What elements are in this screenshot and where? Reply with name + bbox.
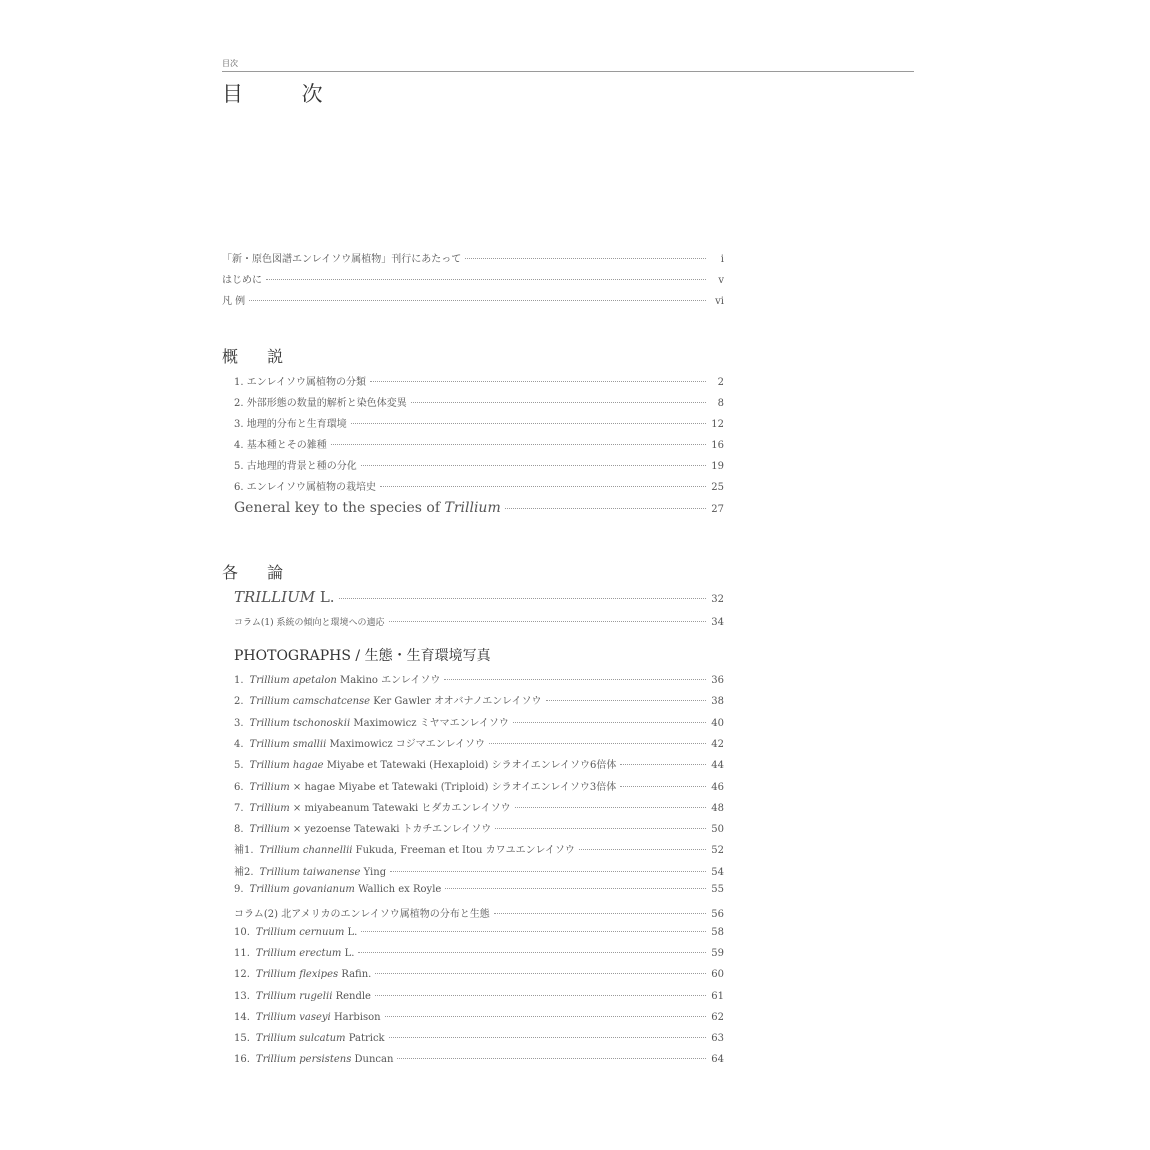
toc-page-number: 8 [717,398,724,409]
species-author: Duncan [351,1054,394,1065]
dot-leader [375,995,706,996]
species-author: L. [344,927,358,938]
toc-entry[interactable] [222,292,724,310]
dot-leader [465,258,706,259]
toc-entry[interactable] [234,457,724,475]
toc-page-number: 62 [711,1012,724,1023]
toc-entry-label: General key to the species of Trillium [234,500,501,516]
toc-entry-species[interactable] [234,778,724,796]
toc-entry-label: 4. 基本種とその雑種 [234,440,327,451]
toc-page-number: 19 [711,461,724,472]
toc-entry-label [234,863,386,878]
species-author: Miyabe et Tatewaki (Hexaploid) シラオイエンレイソウ6倍体 [323,760,617,771]
toc-entry[interactable] [234,394,724,412]
toc-entry-label: 5. 古地理的背景と種の分化 [234,461,357,472]
dot-leader [515,807,706,808]
species-author: Makino エンレイソウ [336,675,441,686]
toc-entry-species[interactable] [234,863,724,881]
species-name: Trillium tschonoskii [249,718,351,729]
toc-entry-label [234,735,485,750]
entry-number: 5. [234,760,244,771]
toc-page-number: 63 [711,1033,724,1044]
toc-page-number: 32 [711,594,724,605]
entry-number: 4. [234,739,244,750]
toc-entry[interactable] [222,250,724,268]
page-title: 目 次 [222,82,349,106]
entry-number: 13. [234,991,250,1002]
toc-entry-label [234,1054,393,1065]
dot-leader [411,402,706,403]
toc-entry-label [234,991,371,1002]
dot-leader [339,598,706,599]
species-name: Trillium [249,803,290,814]
species-author: Ying [360,867,387,878]
toc-entry-general-key[interactable] [234,500,724,522]
species-author: Maximowicz ミヤマエンレイソウ [350,718,509,729]
species-name: Trillium taiwanense [259,867,361,878]
toc-entry-species[interactable] [234,692,724,710]
toc-page-number: 36 [711,675,724,686]
toc-page-number: 34 [711,617,724,628]
toc-entry-label [234,927,357,938]
dot-leader [331,444,706,445]
species-author: × yezoense Tatewaki トカチエンレイソウ [289,824,492,835]
entry-number: 10. [234,927,250,938]
entry-number: 15. [234,1033,250,1044]
running-header: 目次 [222,59,238,68]
entry-number: 3. [234,718,244,729]
toc-entry-label: 1. エンレイソウ属植物の分類 [234,377,366,388]
species-author: L. [341,948,355,959]
toc-entry-label: 2. 外部形態の数量的解析と染色体変異 [234,398,407,409]
toc-entry-label: 凡 例 [222,296,246,307]
species-name: Trillium govanianum [249,884,355,895]
species-name: Trillium persistens [255,1054,352,1065]
toc-page-number: 27 [711,504,724,515]
species-name: Trillium cernuum [255,927,345,938]
entry-number: 14. [234,1012,250,1023]
toc-page-number: 56 [711,909,724,920]
section-heading-overview: 概 説 [222,347,296,366]
toc-entry-species[interactable] [234,841,724,859]
toc-entry[interactable] [234,478,724,496]
species-author: Fukuda, Freeman et Itou カワユエンレイソウ [352,845,575,856]
dot-leader [505,508,706,509]
dot-leader [579,849,706,850]
toc-entry-species[interactable] [234,756,724,774]
section-heading-details: 各 論 [222,563,296,582]
toc-entry-species[interactable] [234,927,724,945]
species-name: Trillium apetalon [249,675,337,686]
toc-entry-species[interactable] [234,1012,724,1030]
toc-entry-label [234,671,440,686]
toc-page-number: v [718,275,724,286]
species-author: Harbison [330,1012,381,1023]
dot-leader [397,1058,706,1059]
toc-entry-label [234,905,490,920]
dot-leader [495,828,706,829]
toc-entry[interactable] [222,271,724,289]
entry-number: 2. [234,696,244,707]
species-name: Trillium erectum [255,948,342,959]
toc-entry-species[interactable] [234,905,724,923]
toc-entry-species[interactable] [234,735,724,753]
toc-page-number: 48 [711,803,724,814]
toc-page-number: 55 [711,884,724,895]
toc-entry-species[interactable] [234,1054,724,1072]
toc-page-number: i [720,254,724,265]
dot-leader [389,621,706,622]
dot-leader [489,743,706,744]
toc-page-number: 25 [711,482,724,493]
toc-page-number: 38 [711,696,724,707]
dot-leader [385,1016,706,1017]
species-author: Maximowicz コジマエンレイソウ [326,739,486,750]
dot-leader [390,871,706,872]
toc-entry-species[interactable] [234,884,724,902]
species-name: Trillium rugelii [255,991,333,1002]
dot-leader [370,381,706,382]
toc-entry-species[interactable] [234,671,724,689]
toc-entry-label [234,714,509,729]
dot-leader [380,486,706,487]
toc-entry-label [234,778,616,793]
toc-page-number: vi [715,296,724,307]
species-name: Trillium sulcatum [255,1033,346,1044]
toc-page-number: 61 [711,991,724,1002]
dot-leader [361,931,706,932]
toc-entry-species[interactable] [234,820,724,838]
toc-page-number: 50 [711,824,724,835]
toc-page-number: 64 [711,1054,724,1065]
toc-entry-column[interactable] [234,615,724,633]
entry-number: 7. [234,803,244,814]
species-author: Rafin. [338,969,372,980]
dot-leader [546,700,706,701]
toc-entry-label [234,1033,385,1044]
toc-entry-label: 6. エンレイソウ属植物の栽培史 [234,482,376,493]
species-author: Rendle [332,991,371,1002]
species-author: コラム(2) 北アメリカのエンレイソウ属植物の分布と生態 [234,909,490,920]
dot-leader [361,465,706,466]
dot-leader [351,423,706,424]
toc-entry[interactable] [234,373,724,391]
species-author: Ker Gawler オオバナノエンレイソウ [370,696,542,707]
dot-leader [358,952,706,953]
dot-leader [375,973,706,974]
toc-entry-label [234,884,441,895]
entry-number: 補1. [234,845,254,856]
toc-entry-label [234,948,354,959]
dot-leader [620,764,706,765]
dot-leader [266,279,706,280]
species-author: Patrick [345,1033,385,1044]
dot-leader [445,888,706,889]
dot-leader [513,722,706,723]
toc-page-number: 60 [711,969,724,980]
toc-entry-label: はじめに [222,275,262,286]
toc-entry-label [234,820,491,835]
toc-entry-label [234,756,616,771]
toc-page-number: 44 [711,760,724,771]
toc-entry-label: 3. 地理的分布と生育環境 [234,419,347,430]
entry-number: 8. [234,824,244,835]
toc-entry-genus[interactable] [234,588,724,612]
dot-leader [620,786,706,787]
toc-page-number: 54 [711,867,724,878]
entry-number: 6. [234,782,244,793]
toc-entry-label: 「新・原色図譜エンレイソウ属植物」刊行にあたって [222,254,462,265]
toc-entry-species[interactable] [234,991,724,1009]
toc-page-number: 46 [711,782,724,793]
species-name: Trillium smallii [249,739,327,750]
photographs-heading: PHOTOGRAPHS / 生態・生育環境写真 [234,648,491,664]
entry-number: 12. [234,969,250,980]
entry-number: 補2. [234,867,254,878]
species-name: Trillium vaseyi [255,1012,331,1023]
toc-entry-label [234,692,542,707]
species-name: Trillium hagae [249,760,324,771]
toc-entry-label: TRILLIUM L. [234,588,335,606]
species-name: Trillium [249,824,290,835]
entry-number: 1. [234,675,244,686]
toc-page-number: 52 [711,845,724,856]
dot-leader [389,1037,706,1038]
toc-entry-species[interactable] [234,948,724,966]
dot-leader [444,679,706,680]
toc-page-number: 2 [717,377,724,388]
toc-page-number: 59 [711,948,724,959]
species-author: × hagae Miyabe et Tatewaki (Triploid) シラオイエンレイソウ3倍体 [289,782,617,793]
species-name: Trillium [249,782,290,793]
toc-page-number: 12 [711,419,724,430]
species-author: × miyabeanum Tatewaki ヒダカエンレイソウ [289,803,511,814]
toc-entry-label [234,841,575,856]
toc-entry-species[interactable] [234,1033,724,1051]
toc-entry-label [234,1012,381,1023]
header-rule [222,71,914,72]
toc-page-number: 58 [711,927,724,938]
species-name: Trillium camschatcense [249,696,371,707]
toc-page-number: 16 [711,440,724,451]
toc-entry-species[interactable] [234,714,724,732]
species-name: Trillium channellii [259,845,353,856]
toc-entry[interactable] [234,436,724,454]
entry-number: 16. [234,1054,250,1065]
toc-entry[interactable] [234,415,724,433]
toc-entry-species[interactable] [234,969,724,987]
species-name: Trillium flexipes [255,969,339,980]
entry-number: 9. [234,884,244,895]
species-author: Wallich ex Royle [354,884,442,895]
dot-leader [249,300,706,301]
toc-page-number: 42 [711,739,724,750]
dot-leader [494,913,706,914]
entry-number: 11. [234,948,250,959]
toc-entry-label [234,799,511,814]
toc-entry-label [234,969,371,980]
toc-entry-species[interactable] [234,799,724,817]
toc-entry-label: コラム(1) 系統の傾向と環境への適応 [234,618,385,628]
toc-page-number: 40 [711,718,724,729]
